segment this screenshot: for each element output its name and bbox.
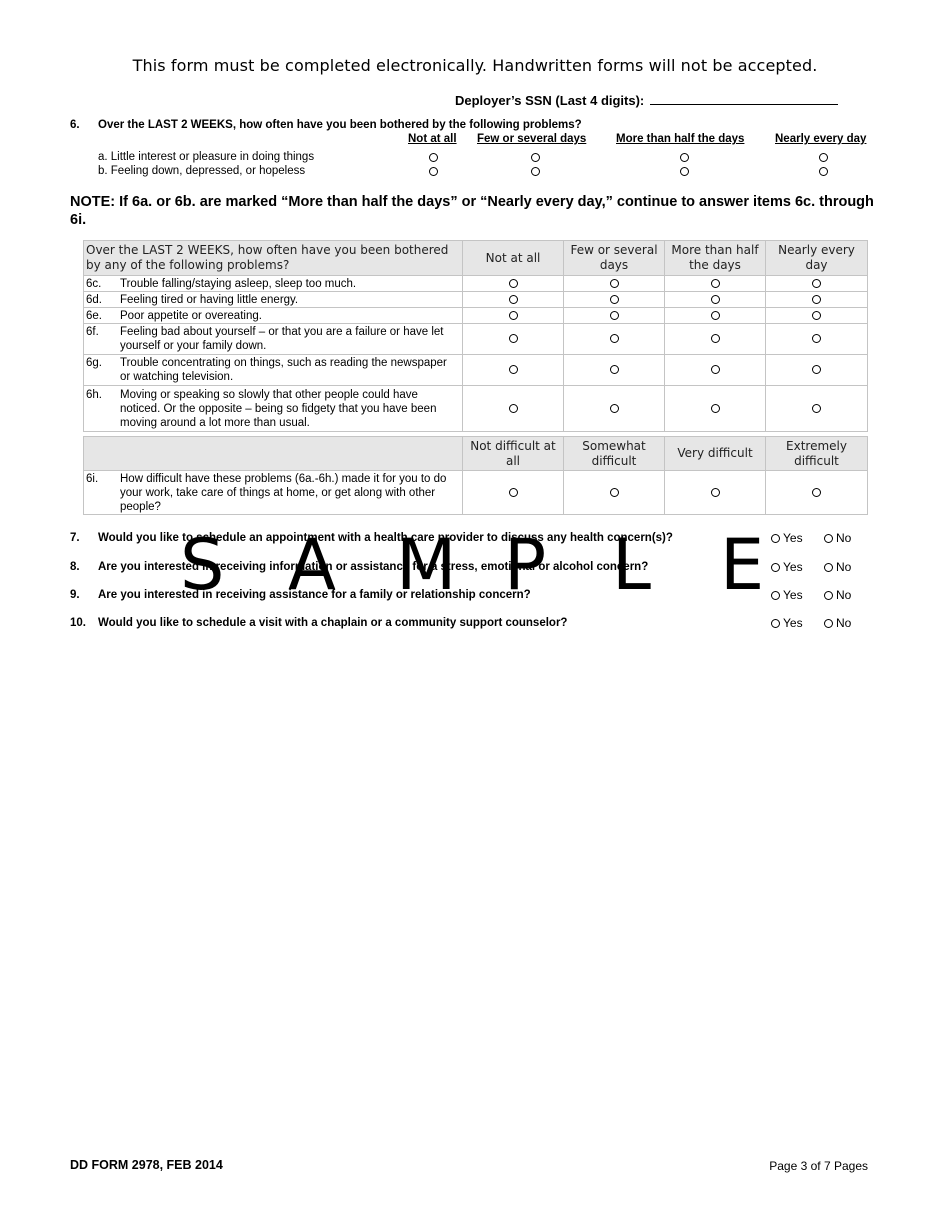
radio-option[interactable] <box>812 365 821 374</box>
q6b-radio-not-at-all[interactable] <box>429 167 438 176</box>
item-code: 6g. <box>86 357 102 369</box>
q6-option-header: Nearly every day <box>775 133 867 145</box>
radio-option[interactable] <box>711 365 720 374</box>
radio-option[interactable] <box>610 488 619 497</box>
table-row <box>84 386 868 432</box>
item-code: 6f. <box>86 326 99 338</box>
q6a-radio-more-than-half[interactable] <box>680 153 689 162</box>
radio-option[interactable] <box>610 295 619 304</box>
sample-watermark <box>180 524 828 606</box>
radio-option[interactable] <box>711 279 720 288</box>
radio-option[interactable] <box>509 404 518 413</box>
radio-option[interactable] <box>610 365 619 374</box>
q6-question: Over the LAST 2 WEEKS, how often have you been bothered by the following problems? <box>98 119 582 131</box>
watermark-letter: E <box>720 524 765 606</box>
q6a-radio-nearly-every-day[interactable] <box>819 153 828 162</box>
yes-label: Yes <box>783 616 803 630</box>
q9-text: Are you interested in receiving assistance for a family or relationship concern? <box>98 589 531 601</box>
radio-option[interactable] <box>812 311 821 320</box>
q8-no-option[interactable] <box>824 560 851 574</box>
table-row <box>84 324 868 355</box>
radio-option[interactable] <box>711 295 720 304</box>
radio-option[interactable] <box>711 404 720 413</box>
radio-option[interactable] <box>610 311 619 320</box>
ssn-input-line[interactable] <box>650 92 838 105</box>
item-text: Moving or speaking so slowly that other people could have noticed. Or the opposite – being so fidgety that you have been moving around a lot more than usual. <box>120 388 437 429</box>
yes-label: Yes <box>783 531 803 545</box>
continuation-note: NOTE: If 6a. or 6b. are marked “More than half the days” or “Nearly every day,” continue to answer items 6c. through 6i. <box>70 194 874 228</box>
watermark-letter: M <box>396 524 457 606</box>
item-text: How difficult have these problems (6a.-6h.) made it for you to do your work, take care of things at home, or get along with other people? <box>120 472 447 513</box>
form-identifier: DD FORM 2978, FEB 2014 <box>70 1158 223 1172</box>
q9-no-option[interactable] <box>824 588 851 602</box>
column-header: Nearly every day <box>766 241 868 276</box>
item-text: Trouble falling/staying asleep, sleep too much. <box>120 277 357 290</box>
q10-number: 10. <box>70 617 86 629</box>
q6-option-header: More than half the days <box>616 133 745 145</box>
radio-option[interactable] <box>812 279 821 288</box>
radio-option[interactable] <box>610 334 619 343</box>
no-label: No <box>836 560 852 574</box>
ssn-field[interactable] <box>455 92 838 108</box>
no-label: No <box>836 588 852 602</box>
q10-text: Would you like to schedule a visit with a chaplain or a community support counselor? <box>98 617 568 629</box>
radio-option[interactable] <box>509 334 518 343</box>
difficulty-table-header-blank <box>84 437 463 471</box>
q6b-radio-nearly-every-day[interactable] <box>819 167 828 176</box>
q6b-radio-more-than-half[interactable] <box>680 167 689 176</box>
radio-option[interactable] <box>711 334 720 343</box>
column-header: More than half the days <box>665 241 766 276</box>
radio-option[interactable] <box>711 311 720 320</box>
column-header: Not difficult at all <box>463 437 564 471</box>
column-header: Not at all <box>463 241 564 276</box>
q9-number: 9. <box>70 589 80 601</box>
q7-text: Would you like to schedule an appointment with a health care provider to discuss any health concern(s)? <box>98 532 673 544</box>
q6-option-header: Few or several days <box>477 133 587 145</box>
item-text: Feeling tired or having little energy. <box>120 293 299 306</box>
q7-number: 7. <box>70 532 80 544</box>
q8-number: 8. <box>70 561 80 573</box>
table-row <box>84 355 868 386</box>
item-text: Poor appetite or overeating. <box>120 309 262 322</box>
radio-option[interactable] <box>610 279 619 288</box>
q6-number: 6. <box>70 119 80 131</box>
column-header: Very difficult <box>665 437 766 471</box>
item-text: Trouble concentrating on things, such as reading the newspaper or watching television. <box>120 357 447 383</box>
watermark-letter: A <box>288 524 336 606</box>
q6b-radio-several-days[interactable] <box>531 167 540 176</box>
watermark-letter: P <box>504 524 547 606</box>
radio-option[interactable] <box>711 488 720 497</box>
q6a-radio-not-at-all[interactable] <box>429 153 438 162</box>
q10-yes-radio[interactable] <box>771 619 780 628</box>
table-row <box>84 471 868 515</box>
radio-option[interactable] <box>509 365 518 374</box>
page-number: Page 3 of 7 Pages <box>769 1159 868 1173</box>
column-header: Few or several days <box>564 241 665 276</box>
item-code: 6h. <box>86 388 102 401</box>
q6-option-header: Not at all <box>408 133 457 145</box>
item-code: 6e. <box>86 309 102 322</box>
frequency-table <box>83 240 868 432</box>
yes-label: Yes <box>783 588 803 602</box>
table-row <box>84 308 868 324</box>
electronic-completion-notice: This form must be completed electronically. Handwritten forms will not be accepted. <box>132 56 818 75</box>
item-code: 6i. <box>86 472 99 485</box>
radio-option[interactable] <box>812 334 821 343</box>
q6a-radio-several-days[interactable] <box>531 153 540 162</box>
watermark-letter: L <box>612 524 651 606</box>
item-code: 6d. <box>86 293 102 306</box>
item-code: 6c. <box>86 277 102 290</box>
column-header: Extremely difficult <box>766 437 868 471</box>
no-label: No <box>836 616 852 630</box>
radio-option[interactable] <box>812 404 821 413</box>
no-label: No <box>836 531 852 545</box>
radio-option[interactable] <box>509 295 518 304</box>
q6-item-a: a. Little interest or pleasure in doing things <box>98 151 315 163</box>
table-row <box>84 276 868 292</box>
ssn-label: Deployer’s SSN (Last 4 digits): <box>455 93 645 108</box>
radio-option[interactable] <box>509 311 518 320</box>
q10-no-option[interactable] <box>824 616 851 630</box>
radio-option[interactable] <box>509 488 518 497</box>
difficulty-table <box>83 436 868 515</box>
table-row <box>84 292 868 308</box>
item-text: Feeling bad about yourself – or that you are a failure or have let yourself or your family down. <box>120 326 444 352</box>
q8-text: Are you interested in receiving information or assistance for a stress, emotional or alcohol concern? <box>98 561 649 573</box>
q7-no-option[interactable] <box>824 531 851 545</box>
q6-item-b: b. Feeling down, depressed, or hopeless <box>98 165 306 177</box>
radio-option[interactable] <box>610 404 619 413</box>
column-header: Somewhat difficult <box>564 437 665 471</box>
watermark-letter: S <box>180 524 225 606</box>
frequency-table-header: Over the LAST 2 WEEKS, how often have you been bothered by any of the following problems? <box>84 241 463 276</box>
yes-label: Yes <box>783 560 803 574</box>
radio-option[interactable] <box>509 279 518 288</box>
radio-option[interactable] <box>812 488 821 497</box>
radio-option[interactable] <box>812 295 821 304</box>
q10-yes-option[interactable] <box>771 616 803 630</box>
q10-no-radio[interactable] <box>824 619 833 628</box>
